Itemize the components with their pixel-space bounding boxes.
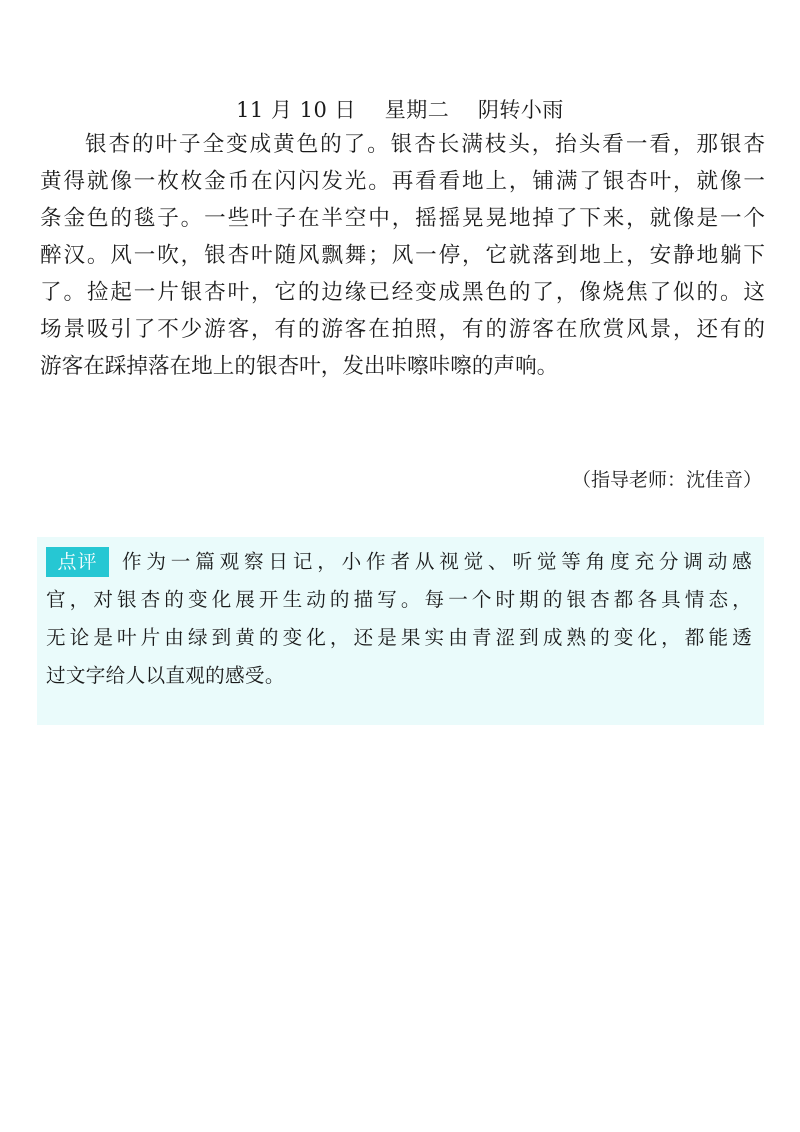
comment-line: 官，对银杏的变化展开生动的描写。每一个时期的银杏都各具情态， xyxy=(46,588,752,611)
comment-tag: 点评 xyxy=(46,547,109,577)
diary-line: 场景吸引了不少游客，有的游客在拍照，有的游客在欣赏风景，还有的 xyxy=(40,317,765,342)
diary-line: 银杏的叶子全变成黄色的了。银杏长满枝头，抬头看一看，那银杏 xyxy=(85,132,765,157)
diary-date-line: 11 月 10 日 星期二 阴转小雨 xyxy=(236,98,564,122)
diary-line: 条金色的毯子。一些叶子在半空中，摇摇晃晃地掉了下来，就像是一个 xyxy=(40,206,765,231)
diary-line: 了。捡起一片银杏叶，它的边缘已经变成黑色的了，像烧焦了似的。这 xyxy=(40,280,765,305)
comment-line: 过文字给人以直观的感受。 xyxy=(46,664,285,687)
teacher-credit: （指导老师：沈佳音） xyxy=(571,469,762,491)
diary-line: 黄得就像一枚枚金币在闪闪发光。再看看地上，铺满了银杏叶，就像一 xyxy=(40,169,765,194)
diary-line: 游客在踩掉落在地上的银杏叶，发出咔嚓咔嚓的声响。 xyxy=(40,354,559,379)
diary-line: 醉汉。风一吹，银杏叶随风飘舞；风一停，它就落到地上，安静地躺下 xyxy=(40,243,765,268)
comment-line: 无论是叶片由绿到黄的变化，还是果实由青涩到成熟的变化，都能透 xyxy=(46,626,752,649)
comment-line: 作为一篇观察日记，小作者从视觉、听觉等角度充分调动感 xyxy=(122,550,752,573)
comment-text xyxy=(46,543,752,695)
comment-box xyxy=(37,537,764,725)
diary-body xyxy=(40,126,765,385)
